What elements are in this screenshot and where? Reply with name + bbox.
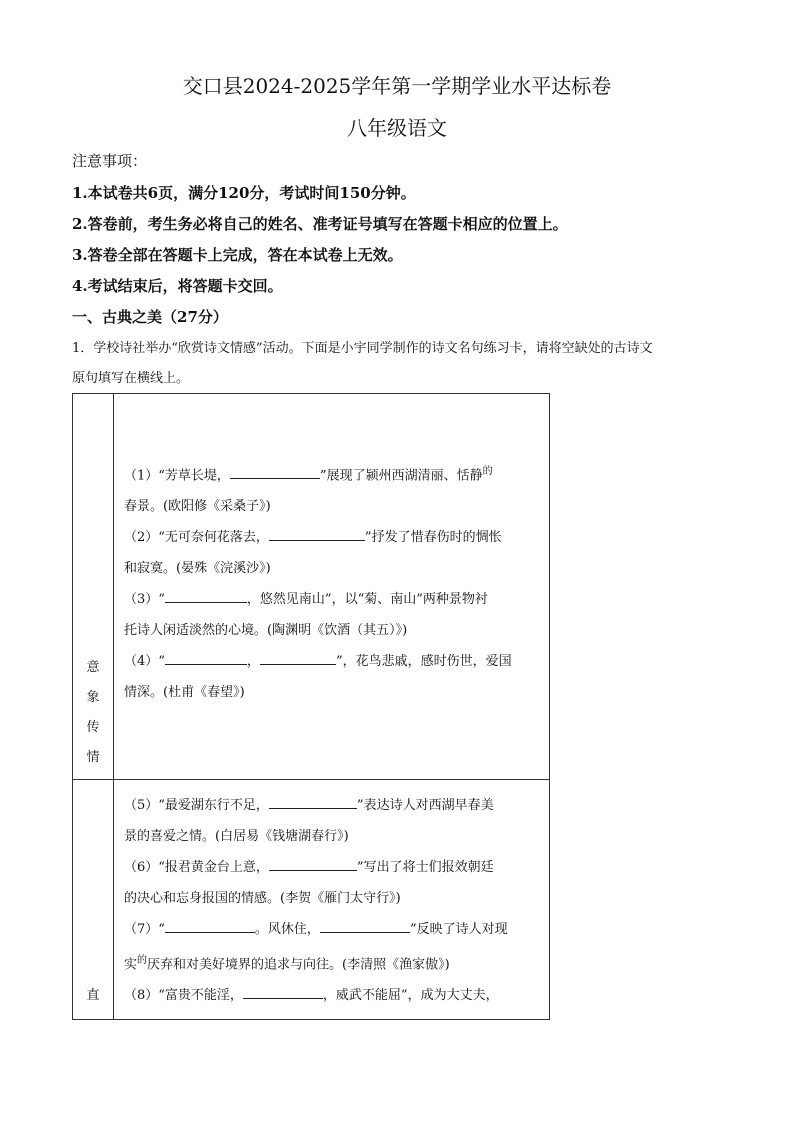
category-char: 直 [86,988,100,1004]
answer-blank[interactable] [243,982,323,999]
answer-blank[interactable] [230,462,320,479]
list-item: （1）“芳草长堤， ”展现了颍州西湖清丽、恬静$^的$ 春景。(欧阳修《采桑子》) [124,456,539,522]
category-cell [73,394,114,780]
category-char: 象 [86,690,100,705]
section-heading: 一、古典之美（27分） [72,308,228,326]
table-row [73,394,550,780]
answer-blank[interactable] [165,648,247,665]
table-row [73,780,550,1020]
list-item: （7）“ 。风休住， ”反映了诗人对现 实$^的$厌弃和对美好境界的追求与向往。(李清照《渔家傲》) [124,914,539,980]
notice-heading: 注意事项： [72,152,148,170]
answer-blank[interactable] [165,586,247,603]
list-item: （4）“ ， ”，花鸟悲戚，感时伤世，爱国 情深。(杜甫《春望》) [124,646,539,708]
content-cell [114,780,550,1020]
list-item: （6）“报君黄金台上意， ”写出了将士们报效朝廷 的决心和忘身报国的情感。(李贺《雁门太守行》) [124,852,539,914]
list-item: （3）“ ，悠然见南山”，以“菊、南山”两种景物衬 托诗人闲适淡然的心境。(陶渊明《饮酒（其五）》) [124,584,539,646]
category-char: 传 [86,720,100,735]
list-item: （2）“无可奈何花落去， ”抒发了惜春伤时的惆怅 和寂寞。(晏殊《浣溪沙》) [124,522,539,584]
notice-item-4: 4.考试结束后，将答题卡交回。 [72,277,283,295]
answer-blank[interactable] [269,792,357,809]
answer-blank[interactable] [269,854,357,871]
answer-blank[interactable] [320,916,410,933]
exam-title: 交口县2024-2025学年第一学期学业水平达标卷 [182,74,612,98]
exam-subtitle: 八年级语文 [347,116,447,140]
answer-blank[interactable] [269,524,365,541]
list-item: （5）“最爱湖东行不足， ”表达诗人对西湖早春美 景的喜爱之情。(白居易《钱塘湖春行》) [124,790,539,852]
answer-blank[interactable] [165,916,255,933]
notice-item-2: 2.答卷前，考生务必将自己的姓名、准考证号填写在答题卡相应的位置上。 [72,215,568,233]
question-1-line-2: 原句填写在横线上。 [72,371,190,386]
list-item: （8）“富贵不能淫， ，威武不能屈”，成为大丈夫， [124,980,539,1011]
category-cell [73,780,114,1020]
answer-blank[interactable] [260,648,336,665]
category-char: 意 [86,660,100,675]
category-char: 情 [86,750,100,765]
poetry-practice-card [72,393,550,1020]
question-1-text [72,334,722,394]
notice-item-1: 1.本试卷共6页，满分120分，考试时间150分钟。 [72,184,416,202]
notice-item-3: 3.答卷全部在答题卡上完成，答在本试卷上无效。 [72,246,403,264]
question-1-line-1: 1．学校诗社举办“欣赏诗文情感”活动。下面是小宇同学制作的诗文名句练习卡，请将空缺处的古诗文 [72,341,653,356]
content-cell [114,394,550,780]
